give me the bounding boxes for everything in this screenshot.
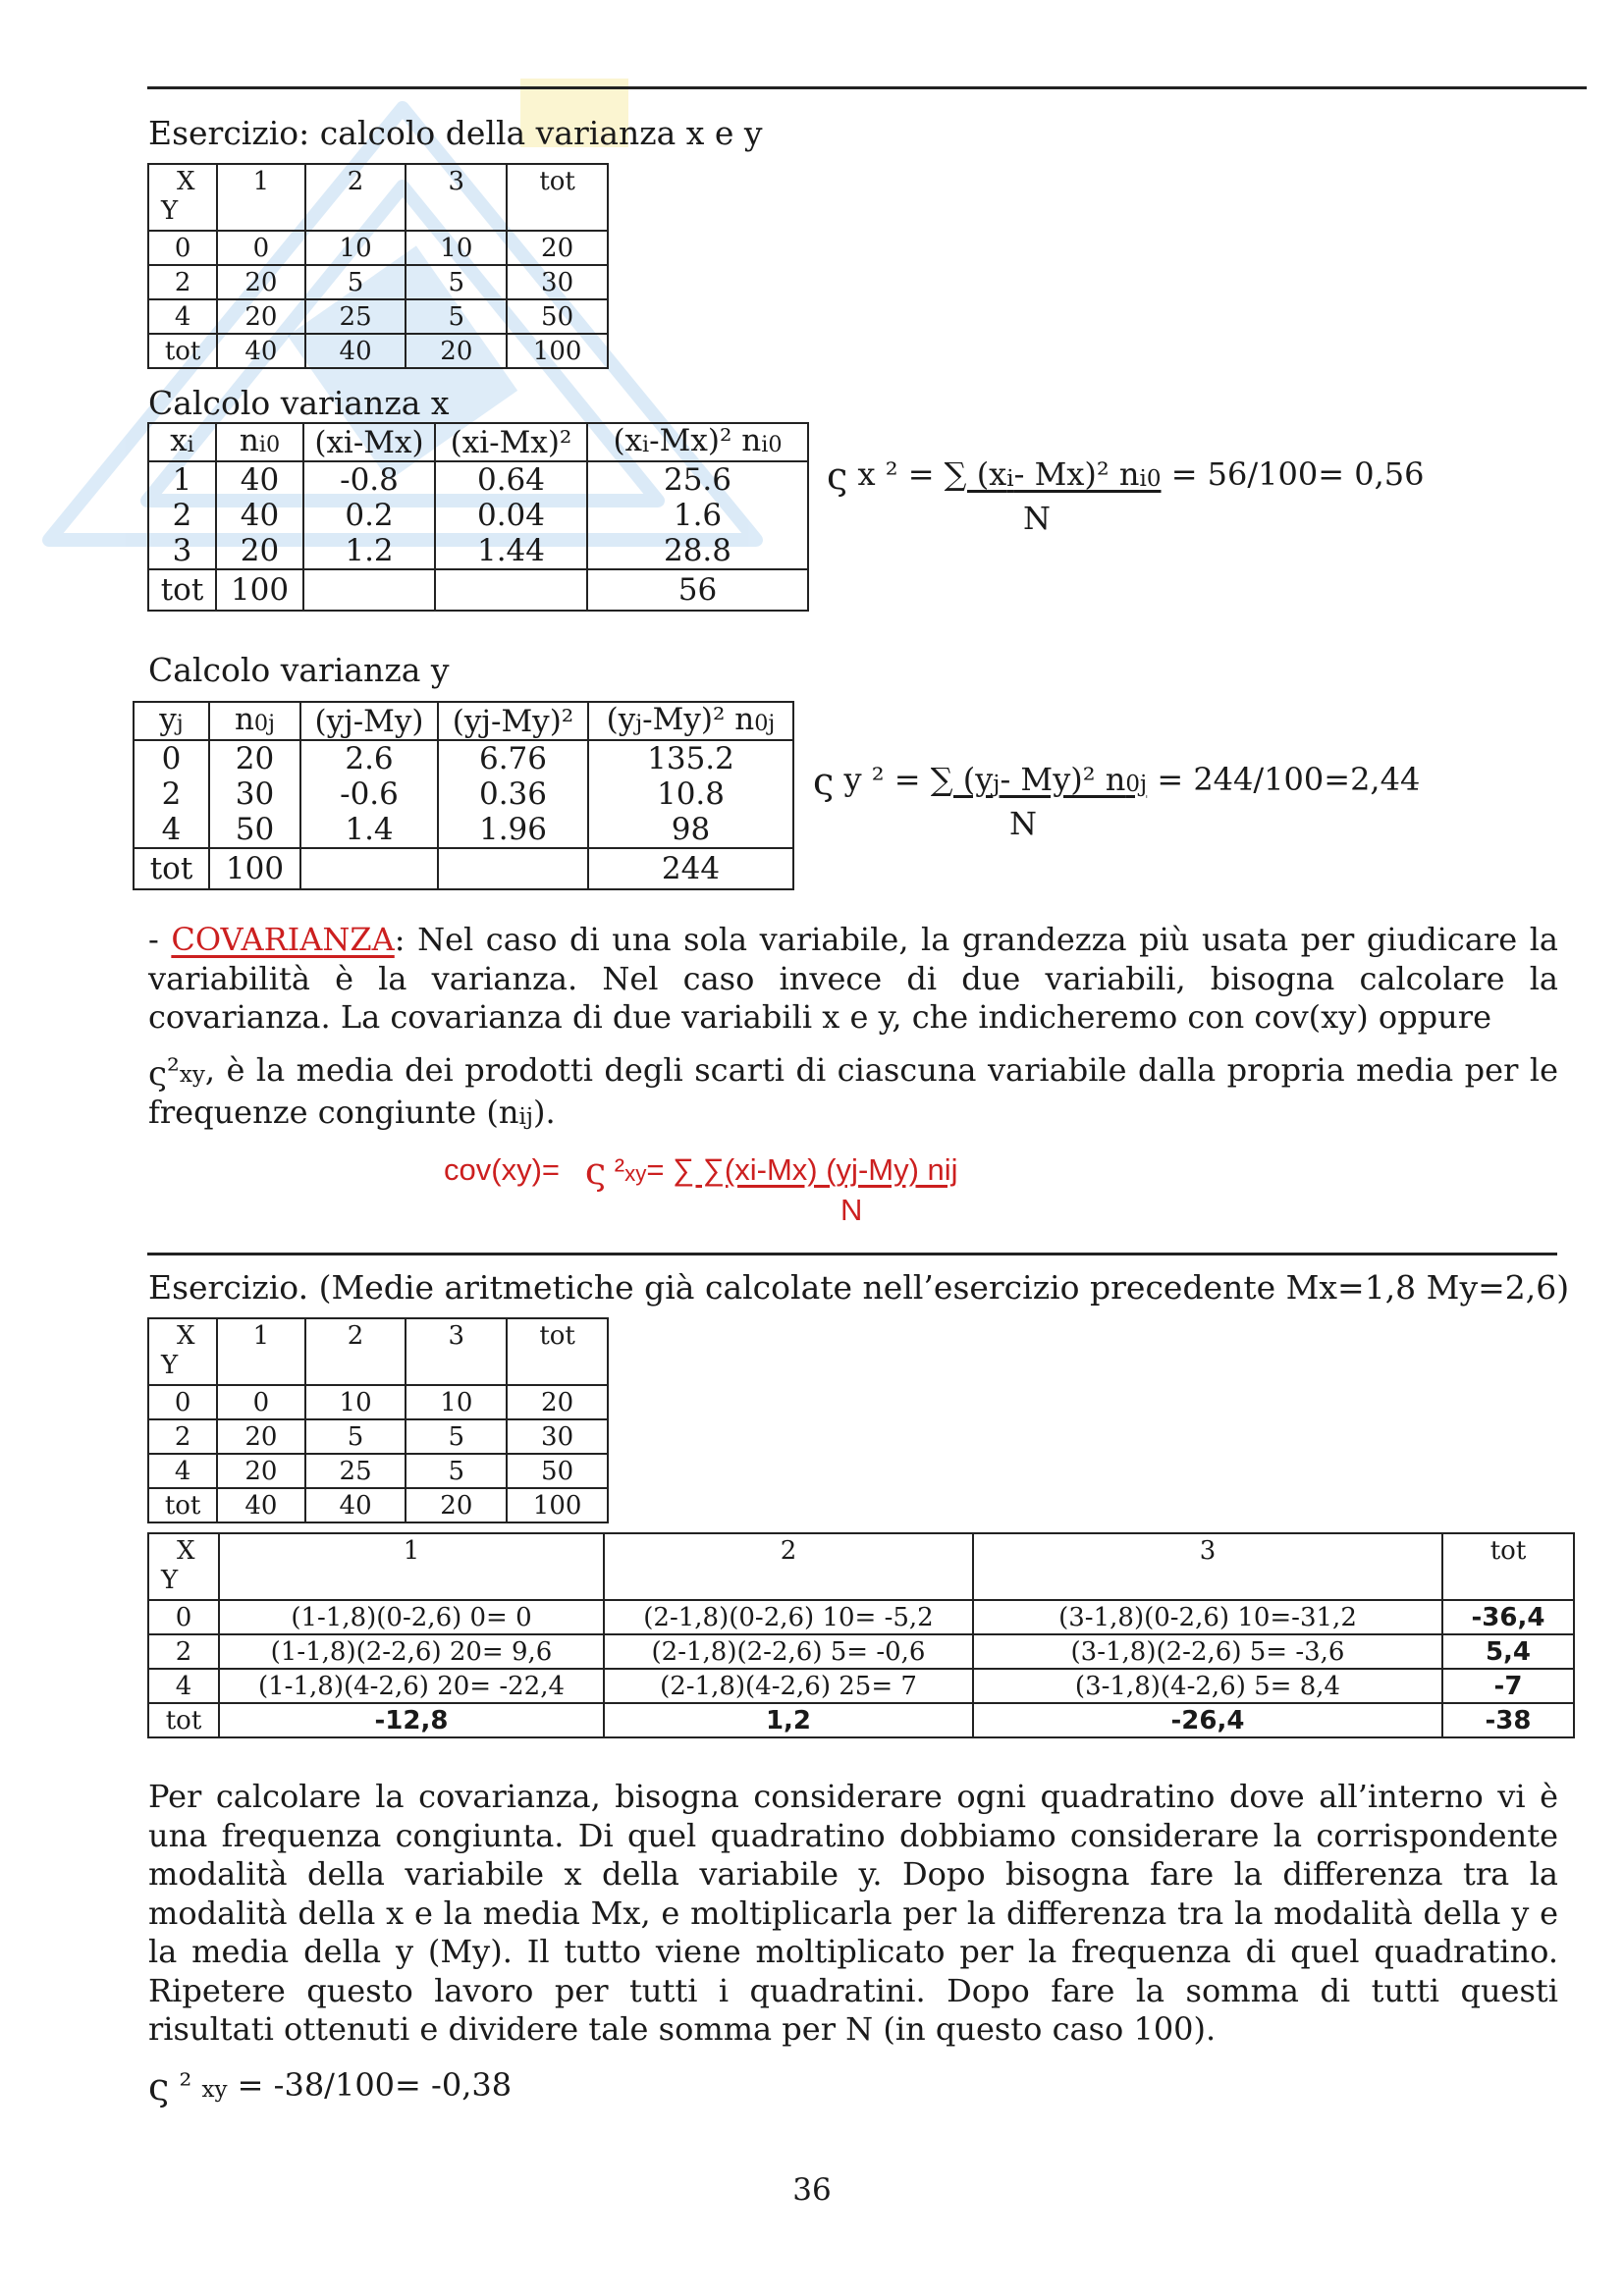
variance-x-table	[147, 422, 809, 612]
exercise-2-title: Esercizio. (Medie aritmetiche già calcolate nell’esercizio precedente Mx=1,8 My=2,6)	[148, 1268, 1570, 1307]
top-rule	[147, 86, 1587, 89]
table-row: 4 20 25 5 50	[148, 299, 608, 334]
table-row: 1 40 -0.8 0.64 25.6	[148, 461, 808, 498]
table-row: 0 0 10 10 20	[148, 231, 608, 265]
table-row: 2 (1-1,8)(2-2,6) 20= 9,6 (2-1,8)(2-2,6) 5= -0,6 (3-1,8)(2-2,6) 5= -3,6 5,4	[148, 1634, 1574, 1669]
variance-x-denominator: N	[1023, 500, 1051, 537]
table-header-row: $y_j$ $n_{0j}$ (yj-My) (yj-My)² $(y_j-My)^2$ $n_{0j}$	[134, 702, 793, 740]
page-number: 36	[792, 2172, 832, 2208]
section-rule	[147, 1253, 1557, 1255]
variance-x-title: Calcolo varianza x	[148, 384, 450, 422]
covariance-term: COVARIANZA	[171, 921, 395, 958]
sigma-symbol: ς	[827, 454, 848, 498]
exercise-1-title: Esercizio: calcolo della varianza x e y	[148, 114, 763, 152]
variance-y-title: Calcolo varianza y	[148, 651, 450, 689]
table-corner: X Y	[148, 1533, 219, 1600]
table-row: 2 20 5 5 30	[148, 265, 608, 299]
col-header: 2	[305, 164, 406, 231]
sigma-symbol: ς	[813, 760, 835, 803]
col-header: 1	[219, 1533, 604, 1600]
table-total-row: tot 100 244	[134, 848, 793, 889]
explanation-paragraph: Per calcolare la covarianza, bisogna considerare ogni quadratino dove all’interno vi è una frequenza congiunta. Di quel quadratino dobbiamo considerare la corrispondente modalità della variabile x della variabile y. Dopo bisogna fare la differenza tra la modalità della x e la media Mx, e moltiplicarla per la differenza tra la modalità della y e la media della y (My). Il tutto viene moltiplicato per la frequenza di quel quadratino. Ripetere questo lavoro per tutti i quadratini. Dopo fare la somma di tutti questi risultati ottenuti e dividere tale somma per N (in questo caso 100).	[148, 1778, 1558, 2048]
table-row: 0 (1-1,8)(0-2,6) 0= 0 (2-1,8)(0-2,6) 10= -5,2 (3-1,8)(0-2,6) 10=-31,2 -36,4	[148, 1600, 1574, 1634]
table-header-row: $x_i$ $n_{i0}$ (xi-Mx) (xi-Mx)² $(x_i-Mx)^2$ $n_{i0}$	[148, 423, 808, 461]
table-row: 4 20 25 5 50	[148, 1454, 608, 1488]
table-row: 2 20 5 5 30	[148, 1419, 608, 1454]
table-row: 4 (1-1,8)(4-2,6) 20= -22,4 (2-1,8)(4-2,6) 25= 7 (3-1,8)(4-2,6) 5= 8,4 -7	[148, 1669, 1574, 1703]
col-header: 2	[305, 1318, 406, 1385]
table-row: 0 0 10 10 20	[148, 1385, 608, 1419]
covariance-formula: cov(xy)= ς $^2_{xy}=$ ∑ ∑(xi-Mx) (yj-My) nij	[444, 1149, 958, 1193]
col-header: 3	[406, 164, 507, 231]
covariance-result: ς ² $_{xy}$ = -38/100= -0,38	[148, 2065, 513, 2109]
variance-y-formula: ς y ² = ∑ ($y_j-$ My)² $n_{0j} = 244/100=2,44$	[813, 760, 1421, 803]
frequency-table-1	[147, 163, 609, 369]
table-row: 2 40 0.2 0.04 1.6	[148, 498, 808, 533]
table-row: 0 20 2.6 6.76 135.2	[134, 740, 793, 776]
variance-x-formula: ς x ² = ∑ ($x_i-$ Mx)² $n_{i0} = 56/100= 0,56$	[827, 454, 1425, 498]
col-header: tot	[507, 1318, 608, 1385]
col-header: tot	[507, 164, 608, 231]
col-header: tot	[1442, 1533, 1574, 1600]
table-row: 2 30 -0.6 0.36 10.8	[134, 776, 793, 812]
covariance-denominator: N	[840, 1193, 863, 1227]
table-corner: X Y	[148, 164, 217, 231]
table-corner: X Y	[148, 1318, 217, 1385]
table-row: 3 20 1.2 1.44 28.8	[148, 533, 808, 569]
frequency-table-2	[147, 1317, 609, 1523]
table-row: tot 40 40 20 100	[148, 334, 608, 368]
col-header: 3	[973, 1533, 1442, 1600]
table-total-row: tot 100 56	[148, 569, 808, 611]
variance-y-denominator: N	[1009, 805, 1037, 842]
col-header: 1	[217, 1318, 305, 1385]
col-header: 2	[604, 1533, 973, 1600]
covariance-paragraph: - COVARIANZA: Nel caso di una sola variabile, la grandezza più usata per giudicare la variabilità è la varianza. Nel caso invece di due variabili, bisogna calcolare la covarianza. La covarianza di due variabili x e y, che indicheremo con cov(xy) oppure $\varsigma^2_{xy}$, è la media dei prodotti degli scarti di ciascuna variabile dalla propria media per le frequenze congiunte $(n_{ij})$.	[148, 921, 1559, 1131]
table-row: 4 50 1.4 1.96 98	[134, 812, 793, 848]
col-header: 3	[406, 1318, 507, 1385]
col-header: 1	[217, 164, 305, 231]
covariance-calc-table	[147, 1532, 1575, 1738]
table-total-row: tot -12,8 1,2 -26,4 -38	[148, 1703, 1574, 1737]
variance-y-table	[133, 701, 794, 890]
table-row: tot 40 40 20 100	[148, 1488, 608, 1522]
